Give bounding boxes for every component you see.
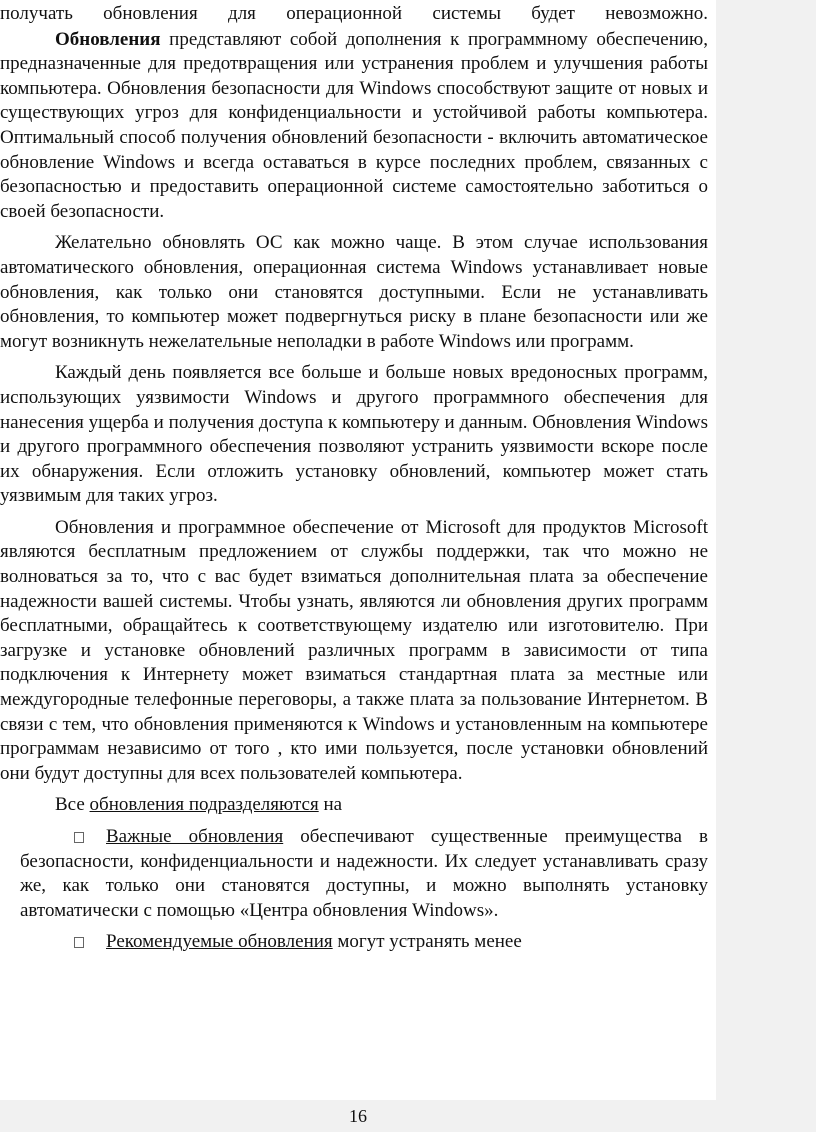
continuation-line: получать обновления для операционной системы будет невозможно. bbox=[0, 3, 708, 24]
paragraph-text: представляют собой дополнения к программному обеспечению, предназначенные для предотвращения или устранения проблем и улучшения работы компьютера. Обновления безопасности для Windows способствуют защите от новых и существующих угроз для конфиденциальности и устойчивой работы компьютера. Оптимальный способ получения обновлений безопасности - включить автоматическое обновление Windows и всегда оставаться в курсе последних проблем, связанных с безопасностью и предоставить операционной системе самостоятельно заботиться о своей безопасности. bbox=[0, 28, 708, 222]
paragraph-text: на bbox=[318, 794, 343, 816]
underlined-phrase: обновления подразделяются bbox=[89, 794, 319, 816]
checkbox-bullet-icon bbox=[74, 832, 84, 843]
paragraph-malware: Каждый день появляется все больше и больше новых вредоносных программ, использующих уязвимости Windows и другого программного обеспечения для нанесения ущерба и получения доступа к компьютеру и данным. Обновления Windows и другого программного обеспечения позволяют устранить уязвимости вскоре после их обнаружения. Если отложить установку обновлений, компьютер может стать уязвимым для таких угроз. bbox=[0, 362, 708, 507]
bullet-title: Важные обновления bbox=[106, 826, 284, 847]
bullet-text: могут устранять менее bbox=[332, 931, 522, 953]
bullet-text: обеспечивают существенные преимущества в безопасности, конфиденциальности и надежности. Их следует устанавливать сразу же, как только они становятся доступны, и можно выполнять установку автоматически с помощью «Центра обновления Windows». bbox=[20, 826, 708, 921]
term-updates: Обновления bbox=[55, 28, 161, 50]
page-number: 16 bbox=[349, 1106, 367, 1126]
bullet-title: Рекомендуемые обновления bbox=[106, 931, 333, 953]
paragraph-update-types bbox=[0, 793, 708, 818]
paragraph-microsoft-free: Обновления и программное обеспечение от Microsoft для продуктов Microsoft являются бесплатным предложением от службы поддержки, так что можно не волноваться за то, что с вас будет взиматься дополнительная плата за обеспечение надежности вашей системы. Чтобы узнать, являются ли обновления других программ бесплатными, обращайтесь к соответствующему издателю или изготовителю. При загрузке и установке обновлений различных программ в зависимости от типа подключения к Интернету может взиматься стандартная плата за местные или междугородные телефонные переговоры, а также плата за пользование Интернетом. В связи с тем, что обновления применяются к Windows и установленным на компьютере программам независимо от того , кто ими пользуется, после установки обновлений они будут доступны для всех пользователей компьютера. bbox=[0, 516, 708, 784]
bullet-item-important bbox=[0, 825, 708, 923]
paragraph-text: Все bbox=[55, 794, 90, 816]
bullet-item-recommended bbox=[0, 930, 708, 955]
document-body bbox=[0, 2, 708, 955]
paragraph-update-often: Желательно обновлять ОС как можно чаще. В этом случае использования автоматического обновления, операционная система Windows устанавливает новые обновления, как только они становятся доступными. Если не устанавливать обновления, то компьютер может подвергнуться риску в плане безопасности или же могут возникнуть нежелательные неполадки в работе Windows или программ. bbox=[0, 232, 708, 352]
checkbox-bullet-icon bbox=[74, 937, 84, 948]
paragraph-updates-definition bbox=[0, 28, 708, 225]
